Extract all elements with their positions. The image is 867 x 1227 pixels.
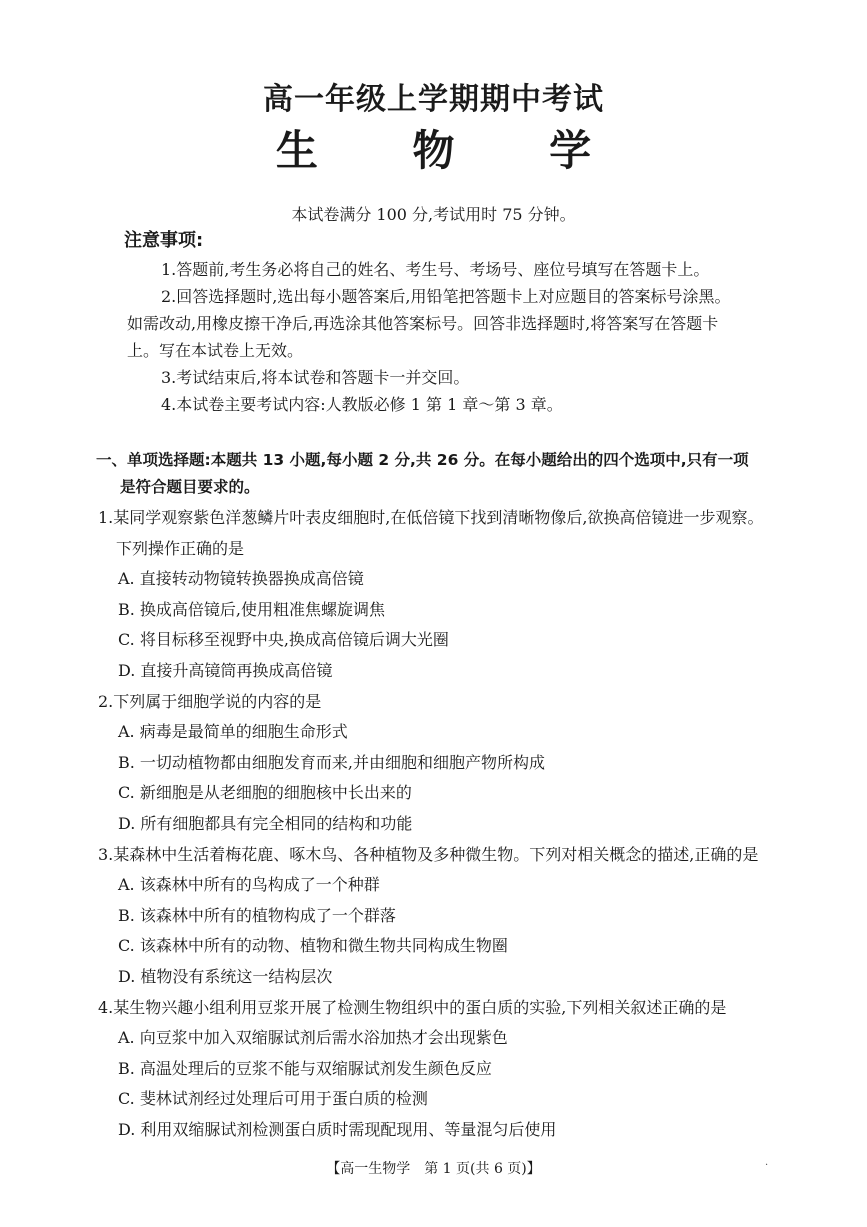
option-d: D. 植物没有系统这一结构层次 [118,966,333,986]
section-heading-line1: 一、单项选择题:本题共 13 小题,每小题 2 分,共 26 分。在每小题给出的四个选项中,只有一项 [96,451,749,469]
question-stem: 2.下列属于细胞学说的内容的是 [98,692,322,711]
scan-dot: · [765,1160,769,1171]
question-stem: 1.某同学观察紫色洋葱鳞片叶表皮细胞时,在低倍镜下找到清晰物像后,欲换高倍镜进一步观察。下列操作正确的是 [98,508,764,558]
question-stem: 4.某生物兴趣小组利用豆浆开展了检测生物组织中的蛋白质的实验,下列相关叙述正确的是 [98,998,727,1017]
option-c: C. 将目标移至视野中央,换成高倍镜后调大光圈 [118,630,449,649]
section-heading [96,447,766,501]
notice-item: 3.考试结束后,将本试卷和答题卡一并交回。 [161,368,470,387]
section-heading-line2: 是符合题目要求的。 [120,478,260,496]
option-b: B. 该森林中所有的植物构成了一个群落 [118,905,396,925]
question-2 [98,686,778,839]
subject-title: 生 物 学 [275,126,632,175]
question-list [98,502,778,1145]
notice-item: 1.答题前,考生务必将自己的姓名、考生号、考场号、座位号填写在答题卡上。 [161,260,710,279]
page-footer: 【高一生物学 第 1 页(共 6 页)】 [326,1161,541,1177]
option-a: A. 直接转动物镜转换器换成高倍镜 [118,569,364,588]
question-3 [98,839,778,992]
option-c: C. 新细胞是从老细胞的细胞核中长出来的 [118,783,412,802]
option-b: B. 一切动植物都由细胞发育而来,并由细胞和细胞产物所构成 [118,752,546,772]
exam-title: 高一年级上学期期中考试 [263,82,604,117]
option-c: C. 该森林中所有的动物、植物和微生物共同构成生物圈 [118,936,508,955]
question-1 [98,502,778,686]
option-b: B. 换成高倍镜后,使用粗准焦螺旋调焦 [118,599,386,619]
option-c: C. 斐林试剂经过处理后可用于蛋白质的检测 [118,1089,428,1108]
exam-meta: 本试卷满分 100 分,考试用时 75 分钟。 [291,205,576,224]
question-stem: 3.某森林中生活着梅花鹿、啄木鸟、各种植物及多种微生物。下列对相关概念的描述,正确的是 [98,845,759,864]
option-b: B. 高温处理后的豆浆不能与双缩脲试剂发生颜色反应 [118,1058,492,1078]
option-d: D. 利用双缩脲试剂检测蛋白质时需现配现用、等量混匀后使用 [118,1119,557,1139]
option-a: A. 病毒是最简单的细胞生命形式 [118,722,348,741]
question-4 [98,992,778,1145]
notice-heading: 注意事项: [124,230,204,251]
option-d: D. 直接升高镜筒再换成高倍镜 [118,660,333,680]
option-d: D. 所有细胞都具有完全相同的结构和功能 [118,813,413,833]
notice-item: 2.回答选择题时,选出每小题答案后,用铅笔把答题卡上对应题目的答案标号涂黑。如需改动,用橡皮擦干净后,再选涂其他答案标号。回答非选择题时,将答案写在答题卡上。写在本试卷上无效。 [127,287,731,360]
notice-list [127,256,737,418]
option-a: A. 向豆浆中加入双缩脲试剂后需水浴加热才会出现紫色 [118,1028,508,1047]
option-a: A. 该森林中所有的鸟构成了一个种群 [118,875,380,894]
notice-item: 4.本试卷主要考试内容:人教版必修 1 第 1 章～第 3 章。 [161,395,563,414]
